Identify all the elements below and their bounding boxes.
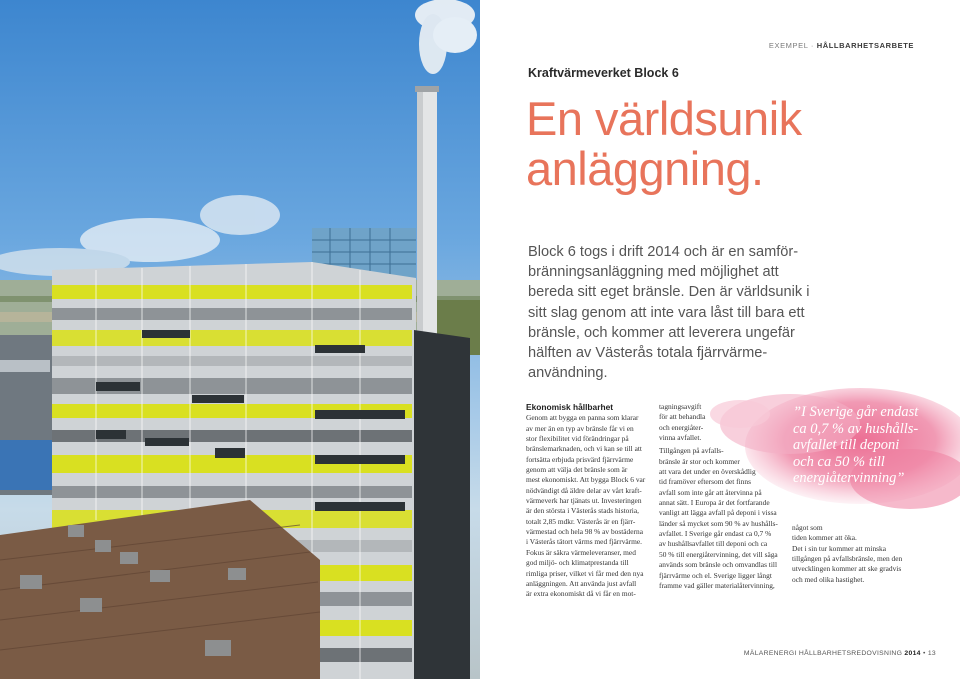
footer-company: MÄLARENERGI	[743, 650, 797, 657]
body-line: och med olika hastighet.	[792, 574, 865, 584]
page-footer	[744, 650, 936, 657]
quote-line: ca 0,7 % av hushålls-	[793, 420, 919, 437]
footer-bullet: •	[922, 650, 926, 657]
section-label: EXEMPEL	[768, 41, 809, 50]
body-line: Fokus är säkra värmeleveranser, med	[526, 547, 636, 557]
body-line: i Västerås tätort värms med fjärrvärme.	[526, 537, 643, 547]
body-line: utvecklingen kommer att ske gradvis	[792, 564, 902, 574]
body-line: bränsle är stor och kommer	[659, 456, 740, 466]
body-line: 50 % till energiåtervinning, det vill säga	[659, 549, 778, 559]
body-line: för att behandla	[659, 412, 706, 422]
quote-line: avfallet till deponi	[793, 437, 900, 454]
body-line: något som	[792, 523, 823, 532]
quote-line: och ca 50 % till	[793, 453, 885, 470]
body-line: nödvändigt då äldre delar av vårt kraft-	[526, 485, 642, 495]
body-line: annat sätt. I Europa är det fortfarande	[659, 498, 770, 508]
body-line: av mer än en typ av bränsle får vi en	[526, 423, 634, 433]
footer-report: HÅLLBARHETSREDOVISNING	[798, 650, 903, 657]
column-heading: Ekonomisk hållbarhet	[526, 402, 614, 412]
steam-plume	[415, 0, 477, 74]
body-line: mest ekonomiskt. Att bygga Block 6 var	[526, 475, 646, 485]
body-line: Genom att bygga en panna som klarar	[526, 413, 639, 423]
blue-building	[0, 440, 55, 490]
body-line: stor flexibilitet vid förändringar på	[526, 434, 629, 444]
body-line: vinna avfallet.	[659, 433, 702, 443]
kicker-separator: ·	[810, 41, 815, 50]
headline	[526, 94, 926, 194]
section-kicker	[769, 41, 914, 50]
lead-line: Block 6 togs i drift 2014 och är en samför-	[528, 244, 799, 260]
body-line: rimliga priser, vilket vi får med den nya	[526, 568, 644, 578]
body-line: tillgången på avfallsbränsle, men den	[792, 554, 903, 564]
body-line: Det i sin tur kommer att minska	[792, 543, 887, 553]
body-line: värmestad och hela 98 % av bostäderna	[526, 527, 643, 537]
body-line: totalt 2,85 mdkr. Västerås är en fjärr-	[526, 516, 636, 526]
side-wall	[414, 330, 470, 679]
body-line: tagningsavgift	[659, 402, 702, 411]
lead-paragraph	[528, 242, 828, 383]
body-line: fortsätta erbjuda prisvärd fjärrvärme	[526, 454, 634, 464]
body-line: och energiåter-	[659, 422, 704, 432]
headline-line: En världsunik	[526, 92, 802, 145]
body-line: god miljö- och klimatprestanda till	[526, 558, 629, 568]
lead-line: hälften av Västerås totala fjärrvärme-	[528, 345, 768, 362]
body-column-1	[526, 402, 645, 600]
quote-line: energiåtervinning”	[793, 470, 905, 487]
body-line: tid framöver eftersom det finns	[659, 477, 751, 487]
body-line: är extra ekonomiskt då vi får en mot-	[526, 589, 636, 599]
body-line: anläggningen. Att använda just avfall	[526, 578, 637, 588]
body-line: används som bränsle och omvandlas till	[659, 560, 778, 570]
body-line: värmeverk har tjänats ut. Investeringen	[526, 496, 642, 506]
headline-line: anläggning.	[526, 142, 764, 195]
foreground-roof	[0, 500, 320, 679]
body-line: är den största i Västerås stads historia,	[526, 506, 639, 516]
footer-year: 2014	[904, 650, 921, 657]
body-line: vanligt att lägga avfall på deponi i vissa	[659, 508, 777, 518]
body-column-2	[659, 402, 778, 591]
body-line: bränslemarknaden, och vi kan se till att	[526, 444, 642, 454]
body-line: avfall som inte går att återvinna på	[659, 487, 762, 497]
body-line: framme vad gäller materialåtervinning,	[659, 580, 775, 590]
page-number: 13	[927, 650, 936, 657]
body-line: länder så mycket som 90 % av hushålls-	[659, 518, 778, 528]
lead-line: sitt slag genom att inte vara låst till bara ett	[528, 304, 805, 321]
body-line: att vara det under en överskådlig	[659, 467, 756, 477]
horizon-clouds	[0, 195, 280, 276]
lead-line: användning.	[528, 365, 608, 382]
body-line: Tillgången på avfalls-	[659, 446, 724, 456]
lead-line: bränningsanläggning med möjlighet att	[528, 264, 779, 281]
quote-line: ”I Sverige går endast	[793, 404, 919, 420]
body-line: av hushållsavfallet till deponi och ca	[659, 539, 768, 549]
body-line: tiden kommer att öka.	[792, 533, 857, 543]
pull-quote	[793, 404, 943, 487]
body-line: fjärrvärme och el. Sverige ligger långt	[659, 570, 772, 580]
category-label: HÅLLBARHETSARBETE	[816, 41, 914, 50]
body-column-3	[792, 523, 902, 585]
body-line: avfallet. I Sverige går endast ca 0,7 %	[659, 529, 772, 539]
lead-line: bränsle, och kommer att leverera ungefär	[528, 324, 795, 341]
project-title: Kraftvärmeverket Block 6	[528, 66, 679, 80]
body-line: genom att välja det bränsle som är	[526, 465, 628, 475]
lead-line: bereda sitt eget bränsle. Den är världsunik i	[528, 284, 810, 301]
